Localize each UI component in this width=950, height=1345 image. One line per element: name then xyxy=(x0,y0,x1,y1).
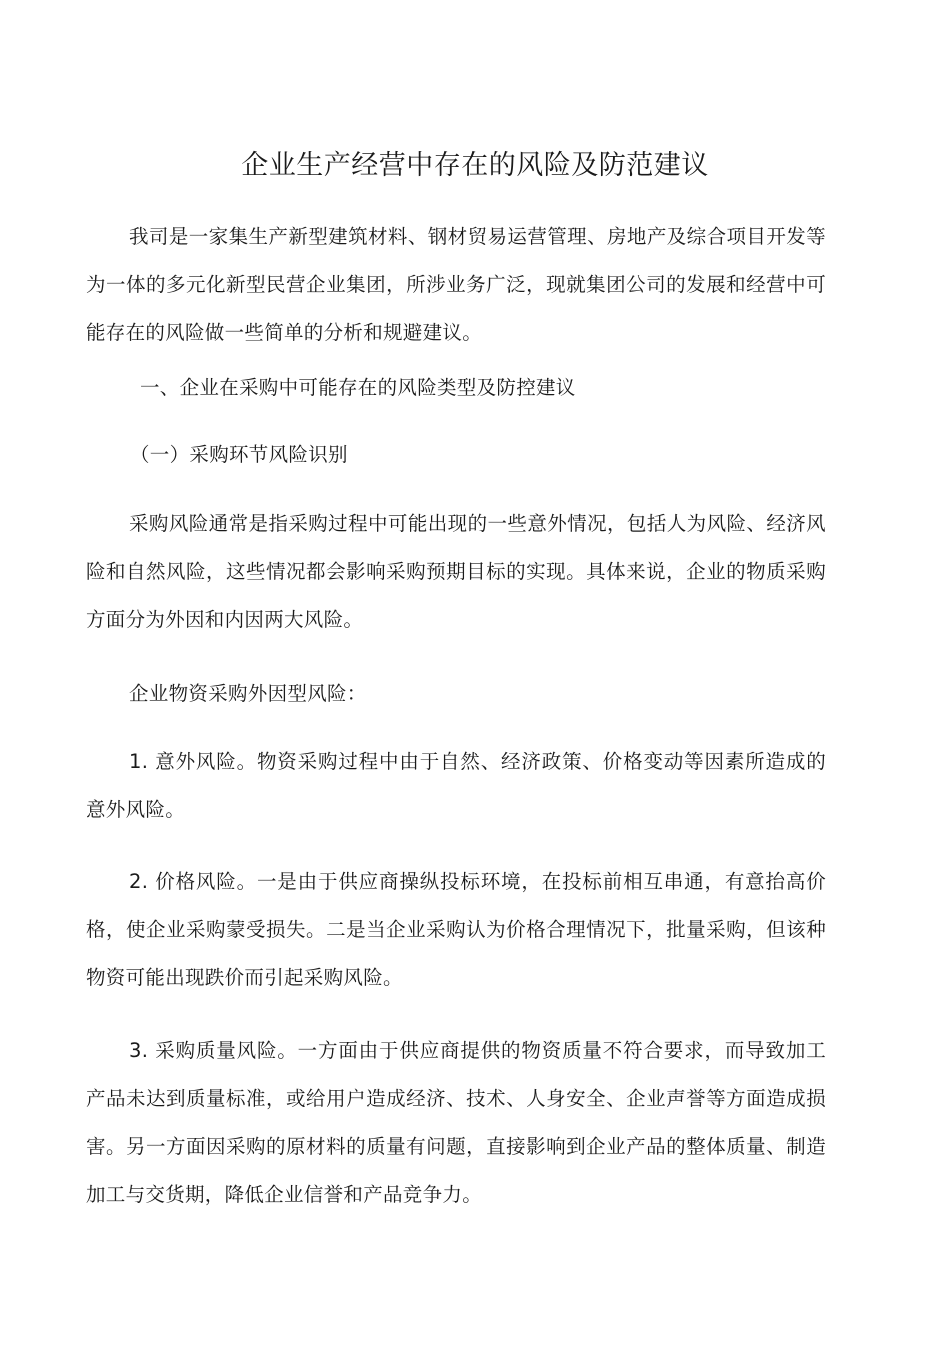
section-heading-procurement: 一、企业在采购中可能存在的风险类型及防控建议 xyxy=(140,376,576,399)
procurement-risk-paragraph: 采购风险通常是指采购过程中可能出现的一些意外情况，包括人为风险、经济风险和自然风险，这些情况都会影响采购预期目标的实现。具体来说，企业的物质采购方面分为外因和内因两大风险。 xyxy=(86,512,826,631)
list-item-accident-risk: 1. 意外风险。物资采购过程中由于自然、经济政策、价格变动等因素所造成的意外风险。 xyxy=(86,750,826,821)
list-item-quality-risk: 3. 采购质量风险。一方面由于供应商提供的物资质量不符合要求，而导致加工产品未达到质量标准，或给用户造成经济、技术、人身安全、企业声誉等方面造成损害。另一方面因采购的原材料的质量有问题，直接影响到企业产品的整体质量、制造加工与交货期，降低企业信誉和产品竞争力。 xyxy=(86,1039,826,1206)
list-item-price-risk: 2. 价格风险。一是由于供应商操纵投标环境，在投标前相互串通，有意抬高价格，使企业采购蒙受损失。二是当企业采购认为价格合理情况下，批量采购，但该种物资可能出现跌价而引起采购风险。 xyxy=(86,870,826,989)
external-risk-label: 企业物资采购外因型风险： xyxy=(129,682,367,705)
document-title: 企业生产经营中存在的风险及防范建议 xyxy=(241,150,709,181)
intro-paragraph: 我司是一家集生产新型建筑材料、钢材贸易运营管理、房地产及综合项目开发等为一体的多元化新型民营企业集团，所涉业务广泛，现就集团公司的发展和经营中可能存在的风险做一些简单的分析和规避建议。 xyxy=(86,225,826,344)
subsection-heading-risk-identification: （一）采购环节风险识别 xyxy=(130,443,348,466)
